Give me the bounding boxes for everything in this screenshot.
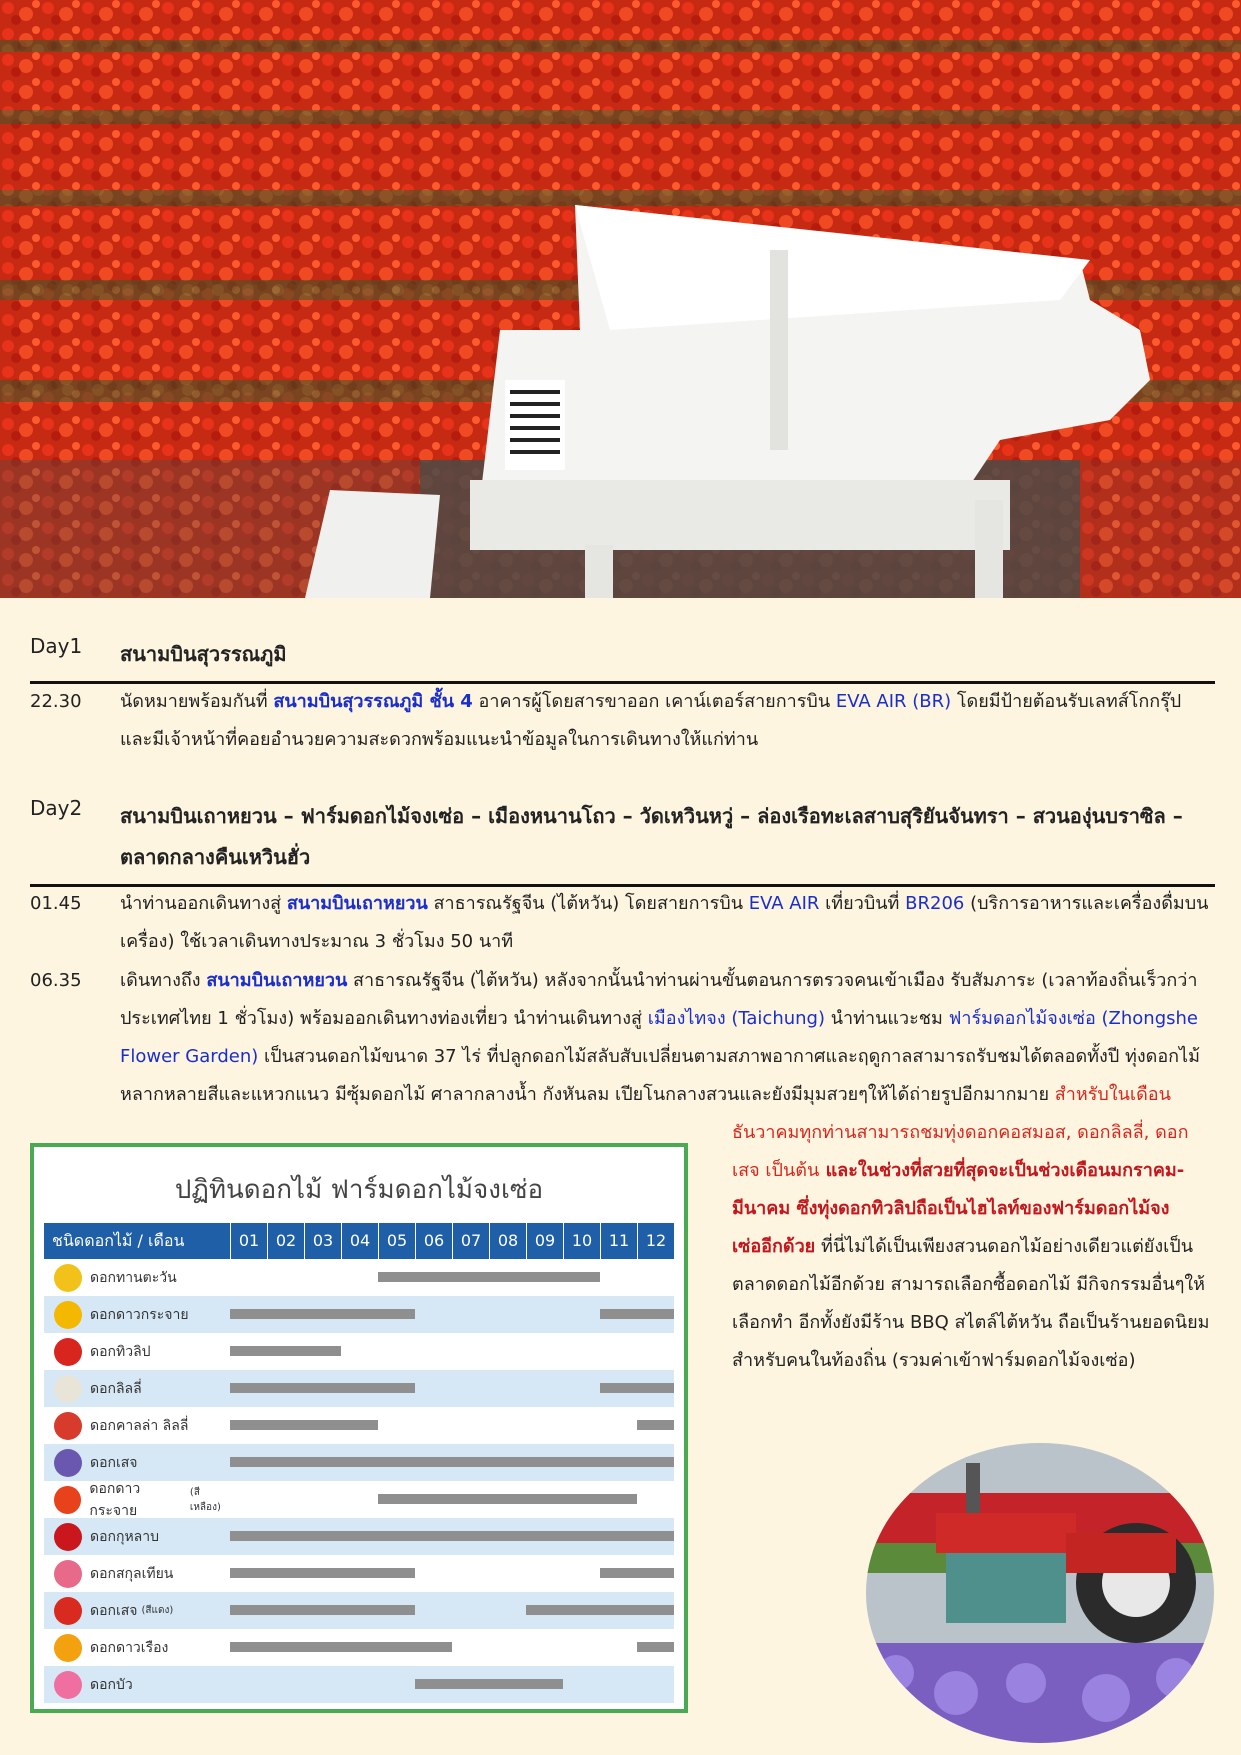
- month-track: [230, 1629, 674, 1666]
- month-track: [230, 1259, 674, 1296]
- flower-icon: [54, 1560, 82, 1588]
- month-header: 06: [415, 1223, 452, 1259]
- bloom-period-bar: [230, 1568, 415, 1578]
- bloom-period-bar: [637, 1642, 674, 1652]
- bloom-period-bar: [637, 1420, 674, 1430]
- text: สาธารณรัฐจีน (ไต้หวัน) หลังจากนั้นนำท่านผ่านขั้นตอนการตรวจคนเข้าเมือง รับสัมภาระ (เวลาท้องถิ่นเร็วกว่า: [347, 970, 1198, 991]
- flower-name: ดอกเสจ: [90, 1454, 138, 1471]
- month-track: [230, 1592, 674, 1629]
- text: ที่นี่ไม่ได้เป็นเพียงสวนดอกไม้อย่างเดียวแต่ยังเป็น: [815, 1236, 1193, 1257]
- item-time: 22.30: [30, 691, 82, 712]
- bloom-period-bar: [526, 1605, 674, 1615]
- day1-label: Day1: [30, 634, 83, 658]
- item-description: [120, 885, 1215, 961]
- day2-item-0635: [30, 962, 1215, 1114]
- peak-season-highlight: มีนาคม ซึ่งทุ่งดอกทิวลิปถือเป็นไฮไลท์ของฟาร์มดอกไม้จง: [732, 1198, 1170, 1219]
- item-description: [120, 962, 1215, 1114]
- bloom-period-bar: [230, 1383, 415, 1393]
- item-description: [120, 683, 1215, 759]
- flower-calendar: [30, 1143, 688, 1713]
- flower-icon: [54, 1412, 82, 1440]
- month-header: 04: [341, 1223, 378, 1259]
- airport-highlight: สนามบินเถาหยวน: [206, 970, 348, 991]
- flower-cell: [44, 1412, 230, 1440]
- flower-icon: [54, 1634, 82, 1662]
- city-highlight: เมืองไทจง (Taichung): [647, 1008, 825, 1029]
- flower-icon: [54, 1486, 81, 1514]
- text: เครื่อง) ใช้เวลาเดินทางประมาณ 3 ชั่วโมง 50 นาที: [120, 931, 514, 952]
- day2-title-line1: สนามบินเถาหยวน – ฟาร์มดอกไม้จงเซ่อ – เมืองหนานโถว – วัดเหวินหวู่ – ล่องเรือทะเลสาบสุริยันจันทรา – สวนองุ่นบราซิล –: [120, 804, 1183, 828]
- bloom-period-bar: [600, 1568, 674, 1578]
- calendar-row: [44, 1518, 674, 1555]
- airline-highlight: EVA AIR (BR): [835, 691, 952, 712]
- flower-cell: [44, 1449, 230, 1477]
- day1-title: สนามบินสุวรรณภูมิ: [120, 642, 287, 666]
- month-header: 02: [267, 1223, 304, 1259]
- season-highlight: ธันวาคมทุกท่านสามารถชมทุ่งดอกคอสมอส, ดอกลิลลี่, ดอก: [732, 1122, 1189, 1143]
- calendar-row: [44, 1259, 674, 1296]
- flower-name: ดอกกุหลาบ: [90, 1528, 160, 1545]
- bloom-period-bar: [378, 1272, 600, 1282]
- flower-name: ดอกดาวเรือง: [90, 1639, 169, 1656]
- month-header: 12: [637, 1223, 674, 1259]
- bloom-period-bar: [230, 1457, 674, 1467]
- flower-name: ดอกบัว: [90, 1676, 133, 1693]
- day2-label: Day2: [30, 796, 83, 820]
- peak-season-highlight: เซ่ออีกด้วย: [732, 1236, 816, 1257]
- bloom-period-bar: [230, 1605, 415, 1615]
- text: ตลาดดอกไม้อีกด้วย สามารถเลือกซื้อดอกไม้ มีกิจกรรมอื่นๆให้: [732, 1274, 1206, 1295]
- airport-highlight: สนามบินสุวรรณภูมิ ชั้น 4: [273, 691, 473, 712]
- flower-cell: [44, 1671, 230, 1699]
- text: เลือกทำ อีกทั้งยังมีร้าน BBQ สไตล์ไต้หวัน ถือเป็นร้านยอดนิยม: [732, 1312, 1210, 1333]
- month-track: [230, 1407, 674, 1444]
- flower-cell: [44, 1634, 230, 1662]
- text: นำท่านออกเดินทางสู่: [120, 893, 287, 914]
- garden-highlight: Flower Garden): [120, 1046, 259, 1067]
- bloom-period-bar: [415, 1679, 563, 1689]
- bloom-period-bar: [600, 1309, 674, 1319]
- month-header: 08: [489, 1223, 526, 1259]
- flower-icon: [54, 1597, 82, 1625]
- flower-name: ดอกสกุลเทียน: [90, 1565, 174, 1582]
- day1-header: [30, 634, 1215, 684]
- day1-item-2230: [30, 683, 1215, 759]
- flower-name: ดอกทานตะวัน: [90, 1269, 177, 1286]
- bloom-period-bar: [230, 1346, 341, 1356]
- text: นัดหมายพร้อมกันที่: [120, 691, 274, 712]
- airline-highlight: EVA AIR: [748, 893, 820, 914]
- item-time: 01.45: [30, 893, 82, 914]
- day2-title-line2: ตลาดกลางคืนเหวินฮั่ว: [120, 845, 311, 869]
- flower-icon: [54, 1338, 82, 1366]
- text: หลากหลายสีและแหวกแนว มีซุ้มดอกไม้ ศาลากลางน้ำ กังหันลม เปียโนกลางสวนและยังมีมุมสวยๆให้ได้ถ่ายรูปอีกมากมาย: [120, 1084, 1055, 1105]
- text: ประเทศไทย 1 ชั่วโมง) พร้อมออกเดินทางท่องเที่ยว นำท่านเดินทางสู่: [120, 1008, 648, 1029]
- day2-right-column-text: [732, 1114, 1214, 1380]
- calendar-row: [44, 1629, 674, 1666]
- text: เดินทางถึง: [120, 970, 207, 991]
- month-header: 03: [304, 1223, 341, 1259]
- hero-photo-piano-flower-field: [0, 0, 1241, 598]
- calendar-title: ปฏิทินดอกไม้ ฟาร์มดอกไม้จงเซ่อ: [174, 1175, 544, 1205]
- flight-highlight: BR206: [905, 893, 965, 914]
- text: สำหรับคนในท้องถิ่น (รวมค่าเข้าฟาร์มดอกไม้จงเซ่อ): [732, 1350, 1136, 1371]
- month-header: 07: [452, 1223, 489, 1259]
- text: นำท่านแวะชม: [825, 1008, 949, 1029]
- calendar-header-row: [44, 1223, 674, 1259]
- flower-icon: [54, 1671, 82, 1699]
- flower-cell: [44, 1264, 230, 1292]
- flower-icon: [54, 1449, 82, 1477]
- bloom-period-bar: [600, 1383, 674, 1393]
- bloom-period-bar: [230, 1531, 674, 1541]
- tractor-flower-photo: [866, 1443, 1214, 1743]
- flower-icon: [54, 1375, 82, 1403]
- flower-cell: [44, 1301, 230, 1329]
- season-highlight: สำหรับในเดือน: [1054, 1084, 1171, 1105]
- month-track: [230, 1444, 674, 1481]
- month-header: 11: [600, 1223, 637, 1259]
- calendar-row: [44, 1296, 674, 1333]
- text: (บริการอาหารและเครื่องดื่มบน: [964, 893, 1209, 914]
- month-track: [230, 1370, 674, 1407]
- month-header: 10: [563, 1223, 600, 1259]
- flower-icon: [54, 1523, 82, 1551]
- month-track: [230, 1555, 674, 1592]
- month-track: [230, 1333, 674, 1370]
- flower-cell: [44, 1338, 230, 1366]
- calendar-rows: [34, 1259, 684, 1703]
- text: อาคารผู้โดยสารขาออก เคาน์เตอร์สายการบิน: [472, 691, 836, 712]
- flower-name: ดอกคาลล่า ลิลลี่: [90, 1417, 189, 1434]
- flower-cell: [44, 1523, 230, 1551]
- calendar-row: [44, 1592, 674, 1629]
- airport-highlight: สนามบินเถาหยวน: [286, 893, 428, 914]
- calendar-row: [44, 1333, 674, 1370]
- calendar-header-label: ชนิดดอกไม้ / เดือน: [52, 1231, 185, 1250]
- flower-name: ดอกลิลลี่: [90, 1380, 142, 1397]
- peak-season-highlight: และในช่วงที่สวยที่สุดจะเป็นช่วงเดือนมกราคม-: [819, 1160, 1185, 1181]
- month-track: [230, 1518, 674, 1555]
- flower-cell: [44, 1375, 230, 1403]
- calendar-row: [44, 1666, 674, 1703]
- month-header: 09: [526, 1223, 563, 1259]
- month-header: 01: [230, 1223, 267, 1259]
- calendar-row: [44, 1555, 674, 1592]
- bloom-period-bar: [230, 1420, 378, 1430]
- month-track: [230, 1666, 674, 1703]
- flower-icon: [54, 1264, 82, 1292]
- month-track: [230, 1296, 674, 1333]
- flower-name: ดอกเสจ: [90, 1602, 138, 1619]
- day2-header: [30, 796, 1215, 887]
- item-time: 06.35: [30, 970, 82, 991]
- text: สาธารณรัฐจีน (ไต้หวัน) โดยสายการบิน: [427, 893, 749, 914]
- month-track: [230, 1481, 674, 1518]
- flower-cell: [44, 1560, 230, 1588]
- calendar-row: [44, 1407, 674, 1444]
- season-highlight: เสจ เป็นต้น: [732, 1160, 820, 1181]
- day2-item-0145: [30, 885, 1215, 961]
- flower-cell: [44, 1478, 230, 1522]
- bloom-period-bar: [378, 1494, 637, 1504]
- garden-highlight: ฟาร์มดอกไม้จงเซ่อ (Zhongshe: [948, 1008, 1199, 1029]
- bloom-period-bar: [230, 1642, 452, 1652]
- text: เป็นสวนดอกไม้ขนาด 37 ไร่ ที่ปลูกดอกไม้สลับสับเปลี่ยนตามสภาพอากาศและฤดูกาลสามารถรับชมได้ตลอดทั้งปี ทุ่งดอกไม้: [258, 1046, 1200, 1067]
- flower-cell: [44, 1597, 230, 1625]
- flower-name: ดอกทิวลิป: [90, 1343, 151, 1360]
- text: เที่ยวบินที่: [819, 893, 906, 914]
- bloom-period-bar: [230, 1309, 415, 1319]
- calendar-row: [44, 1444, 674, 1481]
- flower-subname: (สีแดง): [141, 1605, 174, 1616]
- text: โดยมีป้ายต้อนรับเลทส์โกกรุ๊ป: [951, 691, 1182, 712]
- flower-name: ดอกดาวกระจาย: [89, 1480, 141, 1519]
- calendar-row: [44, 1370, 674, 1407]
- flower-icon: [54, 1301, 82, 1329]
- calendar-row: [44, 1481, 674, 1518]
- text: และมีเจ้าหน้าที่คอยอำนวยความสะดวกพร้อมแนะนำข้อมูลในการเดินทางให้แก่ท่าน: [120, 729, 759, 750]
- flower-subname: (สีเหลือง): [189, 1486, 221, 1513]
- flower-name: ดอกดาวกระจาย: [90, 1306, 189, 1323]
- day2-title: [120, 796, 1215, 878]
- month-header: 05: [378, 1223, 415, 1259]
